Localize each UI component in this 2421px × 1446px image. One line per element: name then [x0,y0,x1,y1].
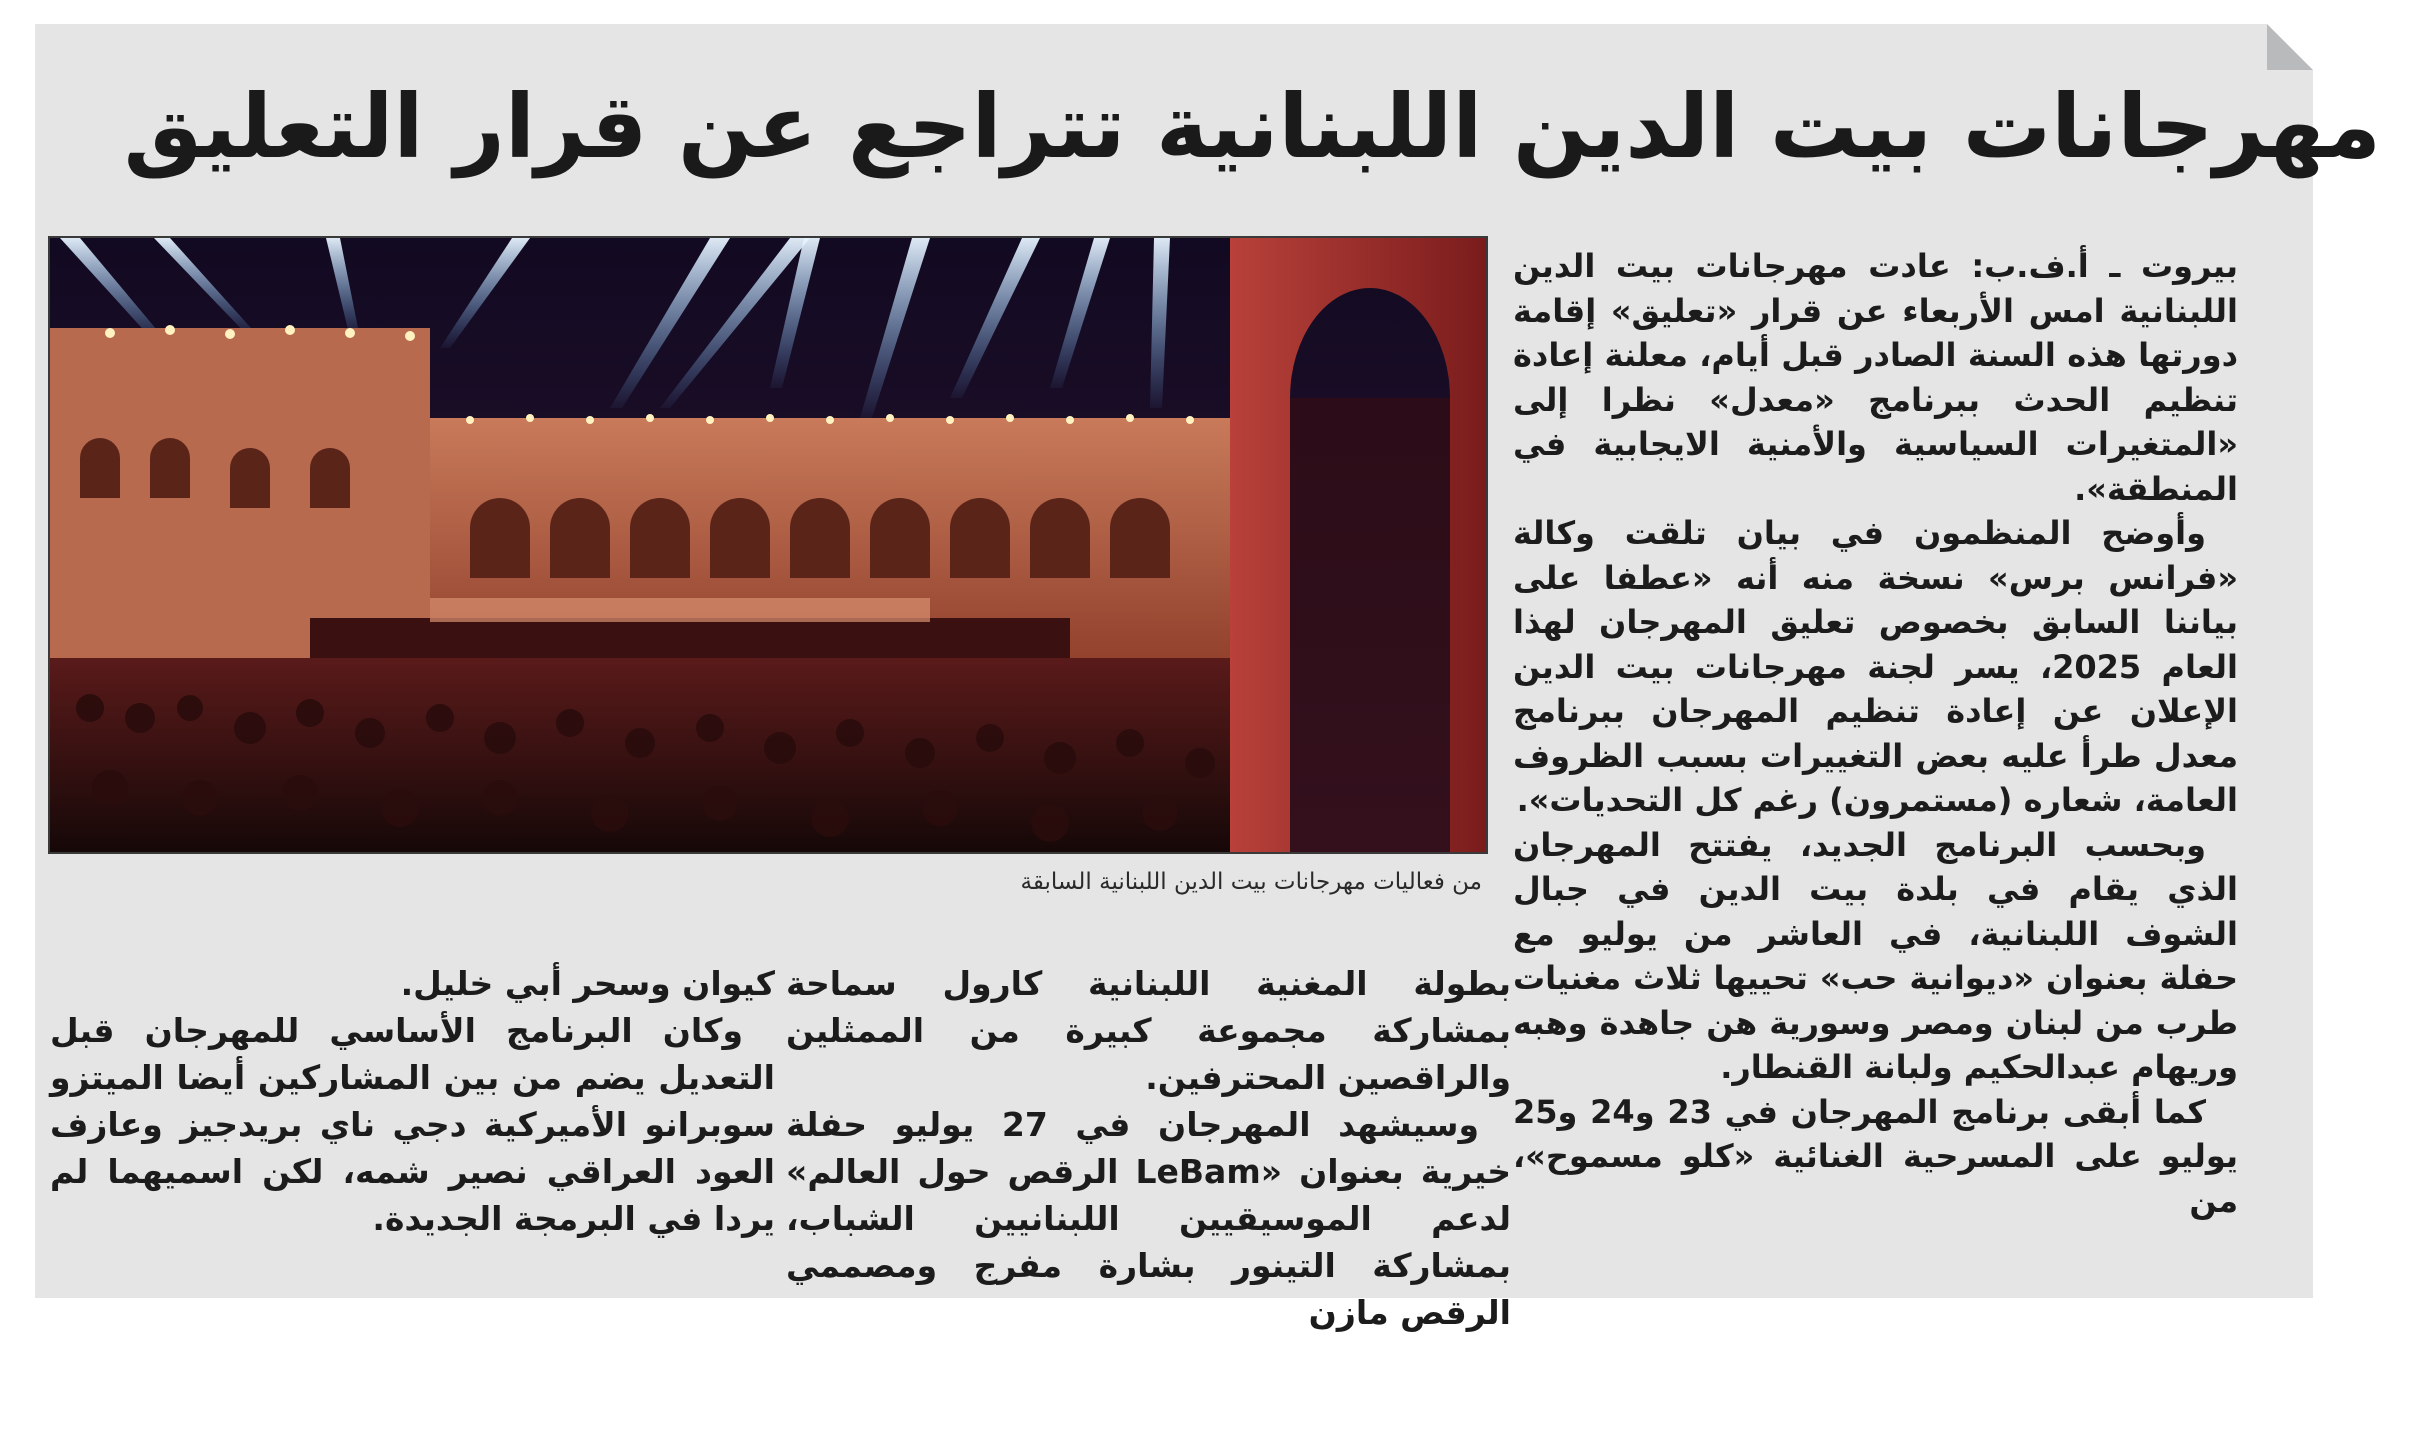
article-column-right [1513,244,2238,1254]
article-paragraph: كما أبقى برنامج المهرجان في 23 و24 و25 يوليو على المسرحية الغنائية «كلو مسموح»، من [1513,1092,2238,1220]
article-paragraph: وكان البرنامج الأساسي للمهرجان قبل التعديل يضم من بين المشاركين أيضا الميتزو سوبرانو الأميركية دجي ناي بريدجيز وعازف العود العراقي نصير شمه، لكن اسميهما لم يردا في البرمجة الجديدة. [50,1011,775,1238]
festival-concert-photo [50,238,1486,852]
article-headline: مهرجانات بيت الدين اللبنانية تتراجع عن قرار التعليق [123,75,2381,178]
article-photo [48,236,1488,854]
article-paragraph: وبحسب البرنامج الجديد، يفتتح المهرجان الذي يقام في بلدة بيت الدين في جبال الشوف اللبنانية، في العاشر من يوليو مع حفلة بعنوان «ديوانية حب» تحييها ثلاث مغنيات طرب من لبنان ومصر وسورية هن جاهدة وهبه وريهام عبدالحكيم ولبانة القنطار. [1513,825,2238,1086]
article-column-left [50,960,775,1250]
article-paragraph: وسيشهد المهرجان في 27 يوليو حفلة خيرية بعنوان «LeBam الرقص حول العالم» لدعم الموسيقيين اللبنانيين الشباب، بمشاركة التينور بشارة مفرج ومصممي الرقص مازن [786,1105,1511,1332]
photo-caption: من فعاليات مهرجانات بيت الدين اللبنانية السابقة [1020,869,1482,895]
article-paragraph: بطولة المغنية اللبنانية كارول سماحة بمشاركة مجموعة كبيرة من الممثلين والراقصين المحترفين. [786,964,1511,1097]
article-paragraph: كيوان وسحر أبي خليل. [400,964,775,1003]
article-paragraph: وأوضح المنظمون في بيان تلقت وكالة «فرانس برس» نسخة منه أنه «عطفا على بياننا السابق بخصوص تعليق المهرجان لهذا العام 2025، يسر لجنة مهرجانات بيت الدين الإعلان عن إعادة تنظيم المهرجان ببرنامج معدل طرأ عليه بعض التغييرات بسبب الظروف العامة، شعاره (مستمرون) رغم كل التحديات». [1513,514,2239,819]
article-column-middle [786,960,1511,1332]
article-paragraph: بيروت ـ أ.ف.ب: عادت مهرجانات بيت الدين اللبنانية امس الأربعاء عن قرار «تعليق» إقامة دورتها هذه السنة الصادر قبل أيام، معلنة إعادة تنظيم الحدث ببرنامج «معدل» نظرا إلى «المتغيرات السياسية والأمنية الايجابية في المنطقة». [1513,247,2238,508]
